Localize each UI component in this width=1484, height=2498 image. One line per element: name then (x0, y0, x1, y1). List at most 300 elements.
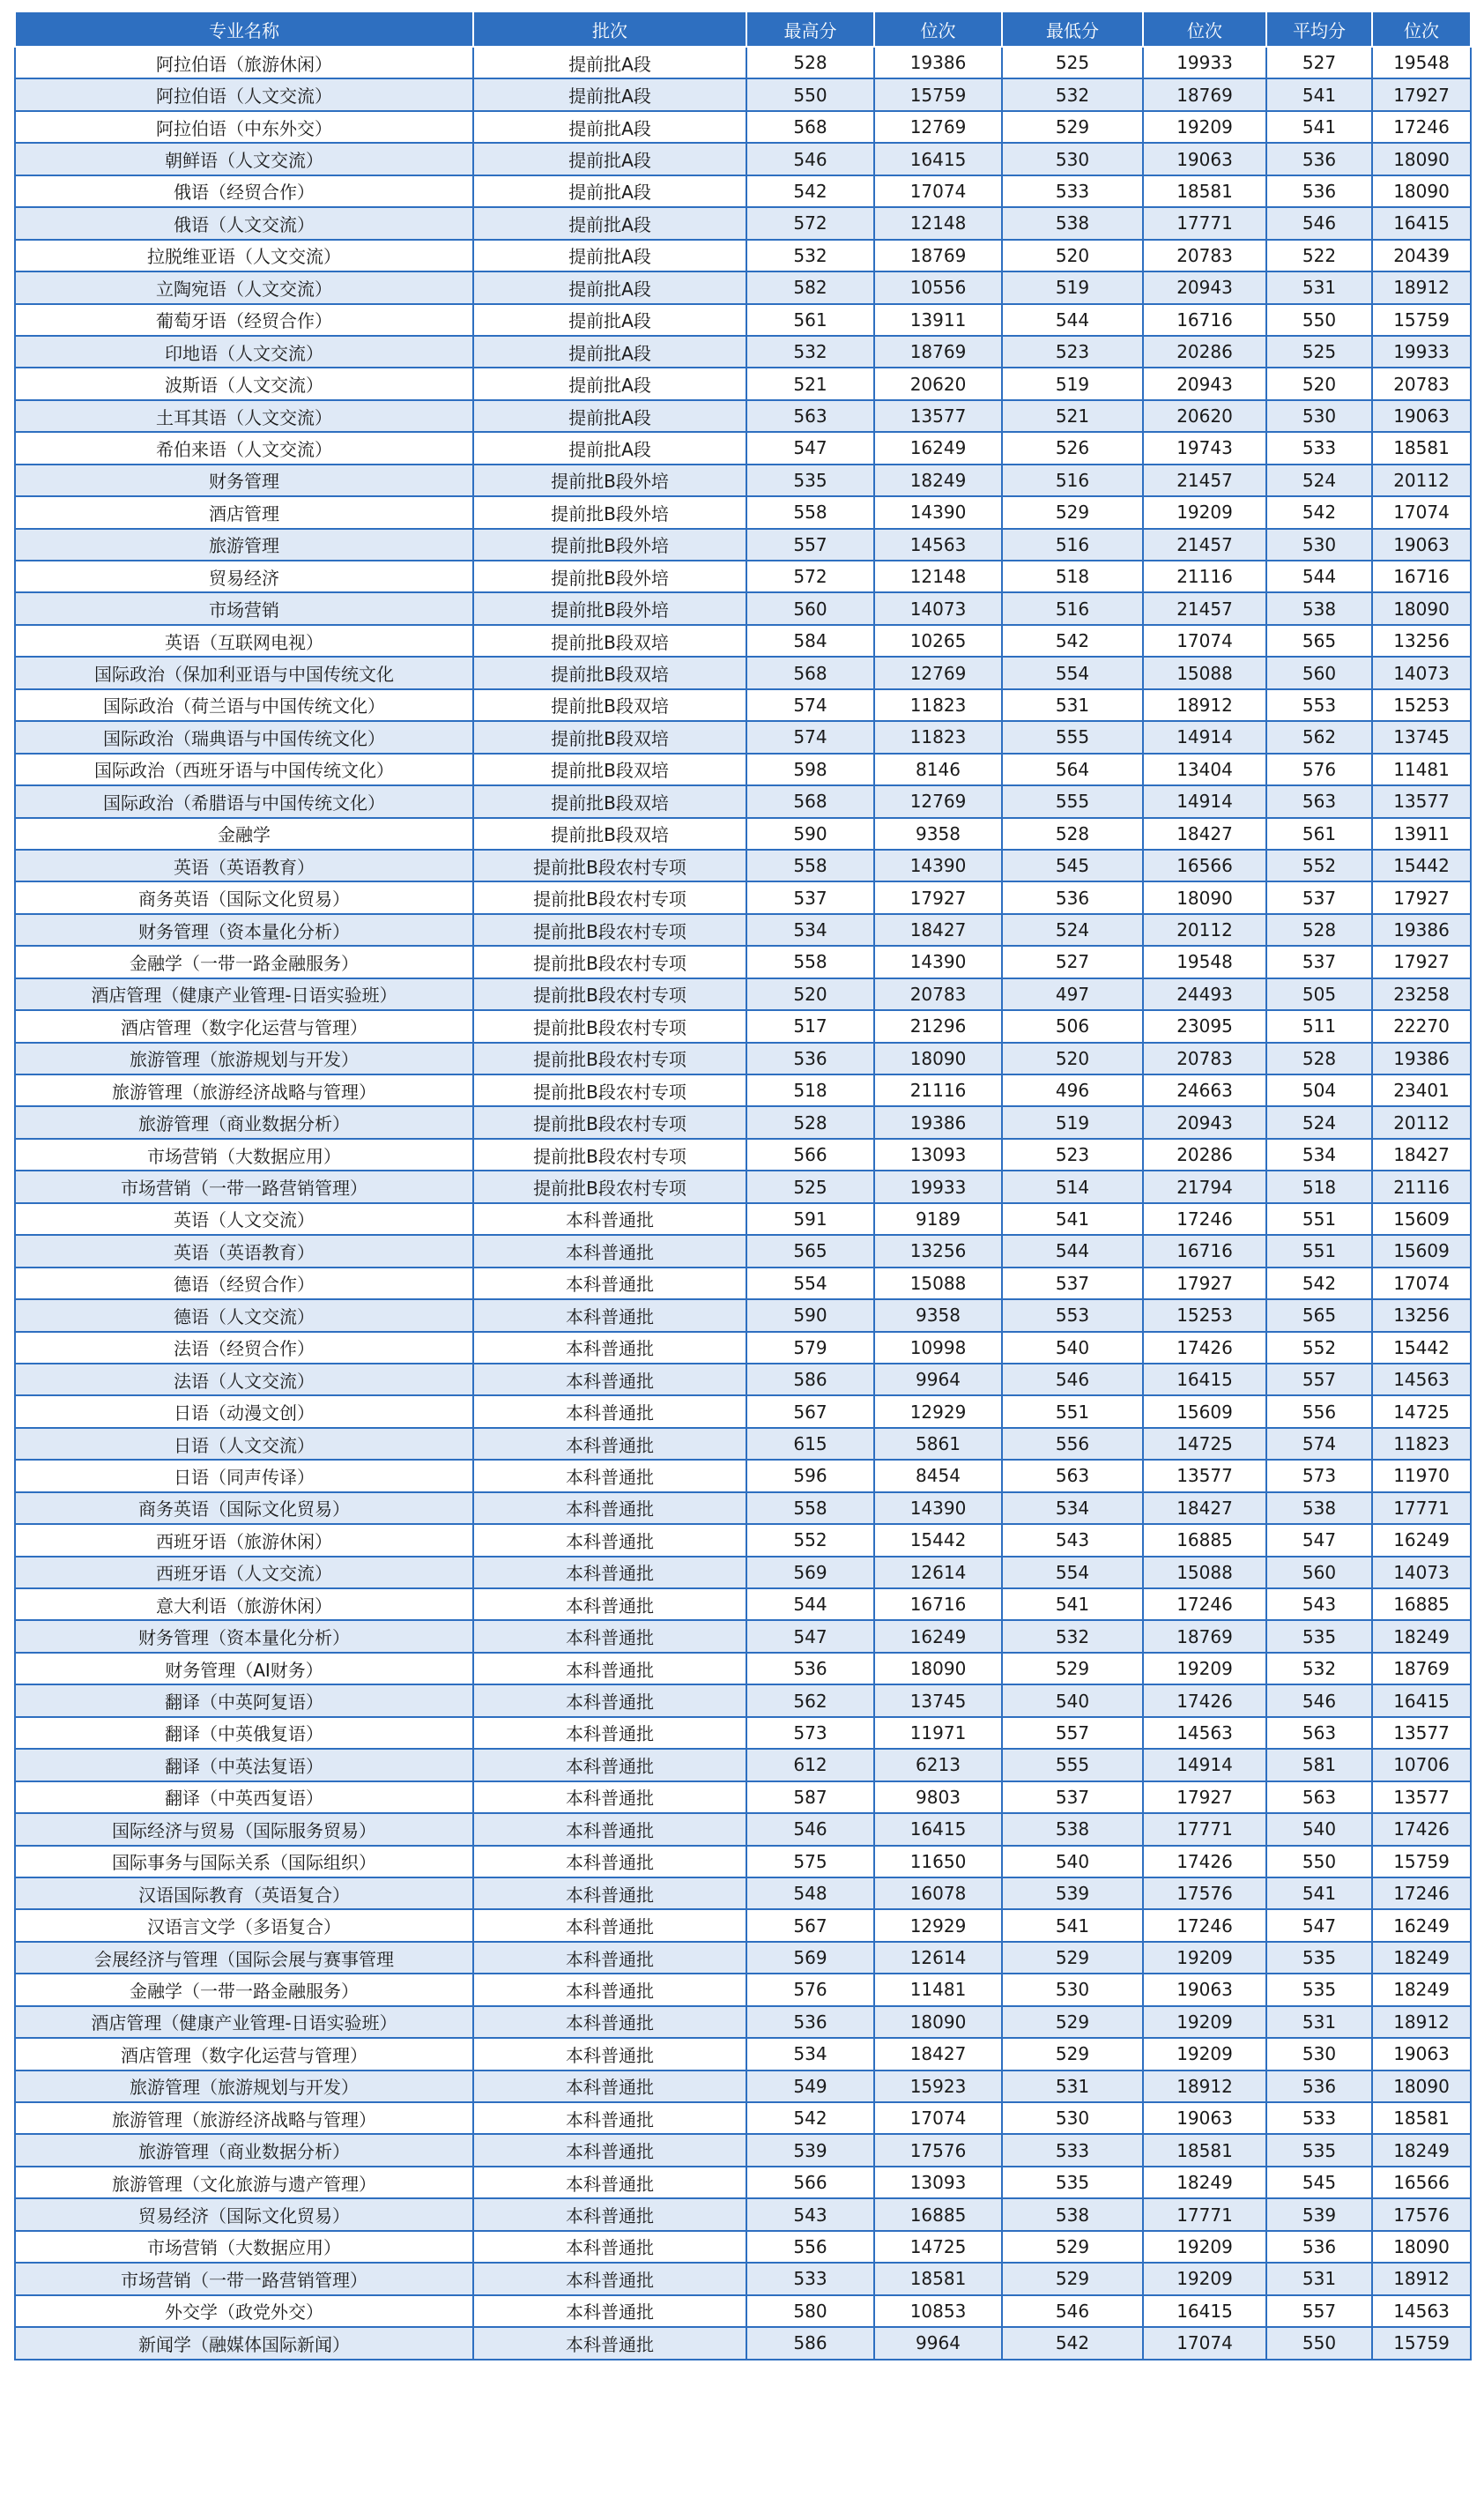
min-rank-cell: 18249 (1143, 2167, 1266, 2198)
max-score-cell: 596 (746, 1460, 874, 1491)
avg-rank-cell: 15442 (1372, 850, 1471, 881)
max-rank-cell: 9964 (874, 2327, 1002, 2359)
batch-cell: 提前批B段双培 (473, 625, 746, 657)
max-rank-cell: 18769 (874, 336, 1002, 368)
major-name-cell: 酒店管理（健康产业管理-日语实验班） (15, 978, 473, 1010)
max-rank-cell: 18581 (874, 2263, 1002, 2294)
major-name-cell: 旅游管理（旅游经济战略与管理） (15, 1074, 473, 1106)
max-rank-cell: 18090 (874, 1653, 1002, 1684)
min-score-cell: 497 (1002, 978, 1143, 1010)
min-rank-cell: 18769 (1143, 78, 1266, 110)
max-rank-cell: 11823 (874, 721, 1002, 753)
batch-cell: 本科普通批 (473, 1620, 746, 1652)
max-rank-cell: 12769 (874, 785, 1002, 817)
min-score-cell: 531 (1002, 689, 1143, 721)
table-row (15, 818, 1471, 850)
table-row (15, 2327, 1471, 2359)
major-name-cell: 旅游管理（旅游规划与开发） (15, 1043, 473, 1074)
major-name-cell: 立陶宛语（人文交流） (15, 271, 473, 303)
batch-cell: 提前批A段 (473, 271, 746, 303)
table-row (15, 1171, 1471, 1202)
avg-rank-cell: 17074 (1372, 496, 1471, 528)
avg-score-cell: 560 (1266, 1557, 1372, 1588)
avg-score-cell: 536 (1266, 175, 1372, 207)
min-rank-cell: 17576 (1143, 1877, 1266, 1909)
avg-rank-cell: 20112 (1372, 465, 1471, 496)
min-rank-cell: 19548 (1143, 946, 1266, 978)
batch-cell: 提前批B段农村专项 (473, 1074, 746, 1106)
major-name-cell: 金融学 (15, 818, 473, 850)
max-score-cell: 552 (746, 1524, 874, 1556)
avg-rank-cell: 19386 (1372, 914, 1471, 946)
table-row (15, 592, 1471, 624)
major-name-cell: 财务管理（AI财务） (15, 1653, 473, 1684)
batch-cell: 本科普通批 (473, 1653, 746, 1684)
max-score-cell: 615 (746, 1428, 874, 1460)
max-score-cell: 548 (746, 1877, 874, 1909)
major-name-cell: 法语（经贸合作） (15, 1332, 473, 1364)
table-row (15, 2006, 1471, 2038)
min-rank-cell: 14725 (1143, 1428, 1266, 1460)
max-rank-cell: 11650 (874, 1846, 1002, 1877)
table-row (15, 496, 1471, 528)
avg-score-cell: 552 (1266, 1332, 1372, 1364)
min-rank-cell: 17771 (1143, 1813, 1266, 1845)
table-row (15, 721, 1471, 753)
batch-cell: 本科普通批 (473, 1268, 746, 1299)
batch-cell: 提前批B段农村专项 (473, 1010, 746, 1042)
major-name-cell: 国际政治（荷兰语与中国传统文化） (15, 689, 473, 721)
avg-score-cell: 546 (1266, 207, 1372, 239)
batch-cell: 本科普通批 (473, 1395, 746, 1427)
table-row (15, 1492, 1471, 1524)
table-row (15, 1268, 1471, 1299)
table-row (15, 1877, 1471, 1909)
min-score-header: 最低分 (1002, 11, 1143, 47)
table-row (15, 2198, 1471, 2230)
avg-rank-cell: 15609 (1372, 1203, 1471, 1235)
max-score-cell: 558 (746, 1492, 874, 1524)
major-name-cell: 贸易经济 (15, 561, 473, 592)
table-row (15, 1010, 1471, 1042)
batch-cell: 本科普通批 (473, 1428, 746, 1460)
min-score-cell: 542 (1002, 2327, 1143, 2359)
min-score-cell: 537 (1002, 1781, 1143, 1813)
avg-score-cell: 562 (1266, 721, 1372, 753)
avg-score-cell: 574 (1266, 1428, 1372, 1460)
batch-cell: 提前批B段农村专项 (473, 946, 746, 978)
major-name-cell: 市场营销（一带一路营销管理） (15, 1171, 473, 1202)
min-rank-cell: 15253 (1143, 1299, 1266, 1331)
table-row (15, 143, 1471, 175)
batch-cell: 本科普通批 (473, 1588, 746, 1620)
major-name-cell: 酒店管理 (15, 496, 473, 528)
major-name-cell: 汉语国际教育（英语复合） (15, 1877, 473, 1909)
max-score-cell: 568 (746, 657, 874, 688)
max-score-cell: 558 (746, 850, 874, 881)
major-name-cell: 市场营销（大数据应用） (15, 1139, 473, 1171)
avg-score-cell: 528 (1266, 1043, 1372, 1074)
max-rank-cell: 9358 (874, 818, 1002, 850)
batch-cell: 本科普通批 (473, 2231, 746, 2263)
table-row (15, 1106, 1471, 1138)
batch-cell: 提前批B段农村专项 (473, 1043, 746, 1074)
table-row (15, 2263, 1471, 2294)
min-score-cell: 523 (1002, 1139, 1143, 1171)
batch-cell: 本科普通批 (473, 1781, 746, 1813)
avg-rank-cell: 11481 (1372, 754, 1471, 785)
major-name-cell: 国际政治（西班牙语与中国传统文化） (15, 754, 473, 785)
max-score-cell: 528 (746, 47, 874, 78)
table-row (15, 1557, 1471, 1588)
min-rank-cell: 20783 (1143, 1043, 1266, 1074)
table-row (15, 2134, 1471, 2166)
major-name-cell: 波斯语（人文交流） (15, 368, 473, 399)
max-score-cell: 546 (746, 1813, 874, 1845)
major-name-cell: 英语（互联网电视） (15, 625, 473, 657)
max-score-cell: 537 (746, 881, 874, 913)
min-score-cell: 530 (1002, 2102, 1143, 2134)
max-rank-cell: 11971 (874, 1717, 1002, 1749)
avg-score-cell: 528 (1266, 914, 1372, 946)
avg-rank-cell: 18090 (1372, 2071, 1471, 2102)
min-score-cell: 529 (1002, 2263, 1143, 2294)
max-score-cell: 566 (746, 1139, 874, 1171)
avg-rank-cell: 17246 (1372, 1877, 1471, 1909)
table-row (15, 1460, 1471, 1491)
batch-cell: 本科普通批 (473, 1717, 746, 1749)
table-row (15, 78, 1471, 110)
batch-cell: 本科普通批 (473, 2038, 746, 2070)
avg-score-cell: 552 (1266, 850, 1372, 881)
max-rank-cell: 9358 (874, 1299, 1002, 1331)
min-score-cell: 545 (1002, 850, 1143, 881)
min-score-cell: 555 (1002, 1749, 1143, 1781)
batch-cell: 本科普通批 (473, 2102, 746, 2134)
avg-score-cell: 530 (1266, 2038, 1372, 2070)
min-rank-cell: 21457 (1143, 529, 1266, 561)
min-rank-cell: 19209 (1143, 2263, 1266, 2294)
table-row (15, 207, 1471, 239)
min-rank-cell: 18581 (1143, 175, 1266, 207)
min-score-cell: 532 (1002, 78, 1143, 110)
table-row (15, 2167, 1471, 2198)
avg-score-cell: 565 (1266, 625, 1372, 657)
min-score-cell: 519 (1002, 1106, 1143, 1138)
avg-rank-cell: 19063 (1372, 2038, 1471, 2070)
min-rank-cell: 19933 (1143, 47, 1266, 78)
avg-score-cell: 541 (1266, 1877, 1372, 1909)
max-score-cell: 563 (746, 400, 874, 432)
min-score-cell: 546 (1002, 1364, 1143, 1395)
batch-cell: 提前批A段 (473, 240, 746, 271)
max-rank-cell: 12769 (874, 111, 1002, 143)
min-score-cell: 529 (1002, 496, 1143, 528)
avg-score-cell: 543 (1266, 1588, 1372, 1620)
avg-score-cell: 551 (1266, 1203, 1372, 1235)
table-row (15, 2231, 1471, 2263)
table-row (15, 1074, 1471, 1106)
avg-rank-cell: 13911 (1372, 818, 1471, 850)
avg-score-cell: 573 (1266, 1460, 1372, 1491)
major-name-cell: 英语（英语教育） (15, 1235, 473, 1267)
major-name-cell: 印地语（人文交流） (15, 336, 473, 368)
admission-score-table (14, 11, 1472, 2360)
avg-score-cell: 520 (1266, 368, 1372, 399)
avg-rank-cell: 13745 (1372, 721, 1471, 753)
max-score-cell: 574 (746, 689, 874, 721)
avg-rank-cell: 16566 (1372, 2167, 1471, 2198)
max-rank-cell: 10556 (874, 271, 1002, 303)
avg-rank-cell: 19548 (1372, 47, 1471, 78)
max-score-cell: 573 (746, 1717, 874, 1749)
min-score-cell: 506 (1002, 1010, 1143, 1042)
avg-score-cell: 538 (1266, 1492, 1372, 1524)
min-score-cell: 555 (1002, 721, 1143, 753)
avg-rank-cell: 17927 (1372, 946, 1471, 978)
max-score-cell: 546 (746, 143, 874, 175)
min-score-cell: 540 (1002, 1684, 1143, 1716)
batch-cell: 提前批B段农村专项 (473, 1171, 746, 1202)
min-score-cell: 542 (1002, 625, 1143, 657)
max-rank-cell: 8454 (874, 1460, 1002, 1491)
min-rank-cell: 21457 (1143, 465, 1266, 496)
max-rank-cell: 11481 (874, 1974, 1002, 2005)
min-rank-cell: 24663 (1143, 1074, 1266, 1106)
avg-rank-cell: 19386 (1372, 1043, 1471, 1074)
min-rank-cell: 18912 (1143, 689, 1266, 721)
major-name-cell: 英语（英语教育） (15, 850, 473, 881)
min-score-cell: 519 (1002, 271, 1143, 303)
avg-score-cell: 550 (1266, 1846, 1372, 1877)
table-row (15, 785, 1471, 817)
min-score-cell: 536 (1002, 881, 1143, 913)
max-score-cell: 532 (746, 336, 874, 368)
avg-rank-cell: 17576 (1372, 2198, 1471, 2230)
avg-rank-cell: 18090 (1372, 592, 1471, 624)
min-score-cell: 516 (1002, 529, 1143, 561)
avg-score-cell: 541 (1266, 111, 1372, 143)
max-rank-cell: 18769 (874, 240, 1002, 271)
min-rank-cell: 15088 (1143, 657, 1266, 688)
min-rank-cell: 19743 (1143, 432, 1266, 464)
avg-score-cell: 539 (1266, 2198, 1372, 2230)
avg-score-cell: 576 (1266, 754, 1372, 785)
min-rank-cell: 23095 (1143, 1010, 1266, 1042)
batch-cell: 提前批A段 (473, 400, 746, 432)
max-score-cell: 562 (746, 1684, 874, 1716)
max-rank-cell: 19386 (874, 47, 1002, 78)
avg-rank-cell: 15609 (1372, 1235, 1471, 1267)
avg-score-cell: 557 (1266, 1364, 1372, 1395)
table-row (15, 2295, 1471, 2327)
table-row (15, 465, 1471, 496)
min-score-cell: 521 (1002, 400, 1143, 432)
min-score-cell: 529 (1002, 111, 1143, 143)
table-row (15, 1203, 1471, 1235)
avg-rank-cell: 18769 (1372, 1653, 1471, 1684)
batch-cell: 本科普通批 (473, 1684, 746, 1716)
max-rank-cell: 18090 (874, 1043, 1002, 1074)
avg-score-header: 平均分 (1266, 11, 1372, 47)
major-name-cell: 市场营销（一带一路营销管理） (15, 2263, 473, 2294)
table-row (15, 1043, 1471, 1074)
max-score-cell: 556 (746, 2231, 874, 2263)
batch-cell: 提前批A段 (473, 432, 746, 464)
major-name-cell: 贸易经济（国际文化贸易） (15, 2198, 473, 2230)
min-rank-cell: 17246 (1143, 1203, 1266, 1235)
max-rank-cell: 10853 (874, 2295, 1002, 2327)
avg-score-cell: 511 (1266, 1010, 1372, 1042)
avg-score-cell: 518 (1266, 1171, 1372, 1202)
major-name-cell: 外交学（政党外交） (15, 2295, 473, 2327)
max-rank-cell: 17074 (874, 2102, 1002, 2134)
table-row (15, 1299, 1471, 1331)
avg-score-cell: 561 (1266, 818, 1372, 850)
major-name-cell: 金融学（一带一路金融服务） (15, 1974, 473, 2005)
batch-cell: 本科普通批 (473, 1299, 746, 1331)
min-score-cell: 554 (1002, 1557, 1143, 1588)
avg-rank-cell: 17246 (1372, 111, 1471, 143)
table-row (15, 1684, 1471, 1716)
max-score-cell: 547 (746, 432, 874, 464)
major-name-cell: 市场营销 (15, 592, 473, 624)
max-rank-cell: 15088 (874, 1268, 1002, 1299)
min-rank-cell: 13404 (1143, 754, 1266, 785)
min-rank-cell: 13577 (1143, 1460, 1266, 1491)
min-score-cell: 533 (1002, 175, 1143, 207)
min-rank-cell: 17074 (1143, 625, 1266, 657)
avg-score-cell: 524 (1266, 465, 1372, 496)
batch-cell: 提前批B段双培 (473, 818, 746, 850)
batch-cell: 提前批B段双培 (473, 785, 746, 817)
batch-cell: 提前批B段双培 (473, 754, 746, 785)
batch-cell: 本科普通批 (473, 2263, 746, 2294)
min-score-cell: 543 (1002, 1524, 1143, 1556)
table-row (15, 881, 1471, 913)
max-score-cell: 584 (746, 625, 874, 657)
avg-score-cell: 553 (1266, 689, 1372, 721)
max-score-cell: 534 (746, 914, 874, 946)
max-rank-cell: 12614 (874, 1942, 1002, 1974)
min-rank-cell: 20783 (1143, 240, 1266, 271)
max-score-cell: 568 (746, 111, 874, 143)
min-rank-cell: 16415 (1143, 1364, 1266, 1395)
table-row (15, 1781, 1471, 1813)
avg-rank-cell: 20783 (1372, 368, 1471, 399)
min-rank-cell: 18769 (1143, 1620, 1266, 1652)
major-name-cell: 土耳其语（人文交流） (15, 400, 473, 432)
major-name-cell: 阿拉伯语（中东外交） (15, 111, 473, 143)
min-rank-cell: 19209 (1143, 2006, 1266, 2038)
avg-score-cell: 536 (1266, 2071, 1372, 2102)
avg-rank-cell: 14563 (1372, 1364, 1471, 1395)
min-rank-cell: 17771 (1143, 2198, 1266, 2230)
major-name-cell: 旅游管理 (15, 529, 473, 561)
batch-cell: 本科普通批 (473, 1909, 746, 1941)
min-rank-cell: 21794 (1143, 1171, 1266, 1202)
min-score-cell: 533 (1002, 2134, 1143, 2166)
min-rank-cell: 20112 (1143, 914, 1266, 946)
batch-cell: 提前批A段 (473, 368, 746, 399)
table-row (15, 529, 1471, 561)
max-score-cell: 567 (746, 1909, 874, 1941)
avg-rank-cell: 16249 (1372, 1524, 1471, 1556)
major-name-cell: 俄语（经贸合作） (15, 175, 473, 207)
batch-cell: 本科普通批 (473, 2167, 746, 2198)
table-row (15, 1717, 1471, 1749)
batch-cell: 本科普通批 (473, 1364, 746, 1395)
batch-cell: 提前批B段农村专项 (473, 1139, 746, 1171)
batch-cell: 提前批B段外培 (473, 529, 746, 561)
major-name-cell: 西班牙语（人文交流） (15, 1557, 473, 1588)
min-rank-cell: 14914 (1143, 721, 1266, 753)
min-score-cell: 555 (1002, 785, 1143, 817)
max-rank-cell: 12614 (874, 1557, 1002, 1588)
avg-score-cell: 504 (1266, 1074, 1372, 1106)
table-row (15, 336, 1471, 368)
avg-rank-cell: 17771 (1372, 1492, 1471, 1524)
max-score-cell: 544 (746, 1588, 874, 1620)
batch-cell: 提前批B段农村专项 (473, 850, 746, 881)
avg-rank-cell: 13256 (1372, 1299, 1471, 1331)
min-rank-cell: 19063 (1143, 2102, 1266, 2134)
avg-rank-cell: 18912 (1372, 2263, 1471, 2294)
max-rank-cell: 17576 (874, 2134, 1002, 2166)
max-score-cell: 590 (746, 1299, 874, 1331)
avg-rank-cell: 19063 (1372, 400, 1471, 432)
max-rank-cell: 12148 (874, 207, 1002, 239)
max-rank-cell: 16885 (874, 2198, 1002, 2230)
avg-rank-header: 位次 (1372, 11, 1471, 47)
avg-score-cell: 542 (1266, 1268, 1372, 1299)
max-rank-cell: 14390 (874, 946, 1002, 978)
max-rank-cell: 13911 (874, 304, 1002, 336)
max-score-cell: 532 (746, 240, 874, 271)
min-score-cell: 520 (1002, 1043, 1143, 1074)
avg-score-cell: 531 (1266, 271, 1372, 303)
max-score-cell: 572 (746, 561, 874, 592)
table-row (15, 1813, 1471, 1845)
avg-score-cell: 550 (1266, 304, 1372, 336)
min-rank-cell: 20943 (1143, 271, 1266, 303)
min-score-cell: 523 (1002, 336, 1143, 368)
batch-cell: 提前批A段 (473, 143, 746, 175)
batch-cell: 本科普通批 (473, 2295, 746, 2327)
avg-score-cell: 547 (1266, 1909, 1372, 1941)
avg-rank-cell: 16249 (1372, 1909, 1471, 1941)
min-score-cell: 519 (1002, 368, 1143, 399)
max-score-cell: 575 (746, 1846, 874, 1877)
max-score-cell: 587 (746, 1781, 874, 1813)
min-score-cell: 563 (1002, 1460, 1143, 1491)
avg-rank-cell: 23258 (1372, 978, 1471, 1010)
avg-score-cell: 563 (1266, 1781, 1372, 1813)
batch-cell: 本科普通批 (473, 2198, 746, 2230)
max-score-cell: 579 (746, 1332, 874, 1364)
max-rank-cell: 13093 (874, 1139, 1002, 1171)
avg-rank-cell: 18249 (1372, 1620, 1471, 1652)
avg-score-cell: 563 (1266, 1717, 1372, 1749)
min-score-cell: 526 (1002, 432, 1143, 464)
max-rank-cell: 19933 (874, 1171, 1002, 1202)
avg-score-cell: 530 (1266, 400, 1372, 432)
batch-cell: 提前批B段农村专项 (473, 978, 746, 1010)
max-score-cell: 561 (746, 304, 874, 336)
min-score-cell: 538 (1002, 207, 1143, 239)
major-name-cell: 翻译（中英法复语） (15, 1749, 473, 1781)
min-rank-cell: 16566 (1143, 850, 1266, 881)
